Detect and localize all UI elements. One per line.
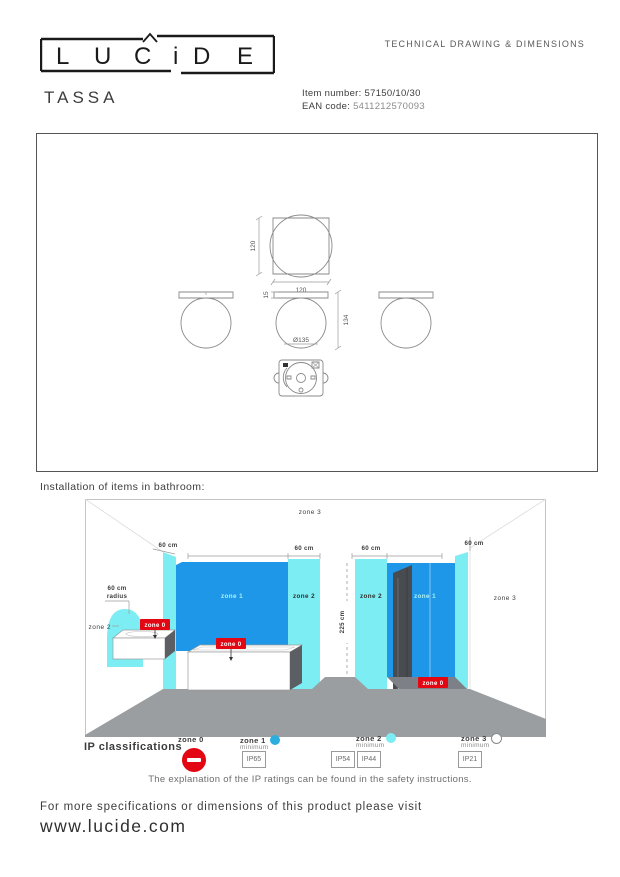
dim-60cm-topleft: 60 cm bbox=[158, 542, 178, 549]
product-codes bbox=[302, 87, 425, 113]
lucide-logo-svg bbox=[40, 31, 275, 77]
mounting-plate-drawing bbox=[274, 360, 328, 396]
dim-225cm: 225 cm bbox=[339, 610, 346, 634]
zone1-left-wall bbox=[176, 562, 288, 651]
bathtub bbox=[188, 645, 302, 690]
zone2-right-strip bbox=[455, 552, 468, 695]
ip-zone1-label-text: zone 1 bbox=[240, 735, 266, 745]
svg-text:zone 0: zone 0 bbox=[422, 681, 444, 687]
website-link[interactable]: www.lucide.com bbox=[40, 816, 187, 836]
dim-60cm-left: 60 cm bbox=[294, 545, 314, 552]
bathroom-zones-svg bbox=[85, 499, 546, 737]
technical-drawing-panel bbox=[36, 133, 598, 472]
item-number-line bbox=[302, 87, 425, 100]
radius-label-line2: radius bbox=[106, 593, 128, 600]
zone2-right-label: zone 2 bbox=[360, 593, 382, 600]
zone2-right-panel bbox=[355, 559, 387, 691]
logo-letter: L bbox=[56, 43, 70, 70]
zone3-top-label: zone 3 bbox=[298, 509, 322, 516]
side-view-drawings bbox=[179, 290, 433, 350]
logo-letter: E bbox=[237, 43, 254, 70]
right-room-walls bbox=[355, 552, 468, 695]
zone2-sink-label: zone 2 bbox=[88, 624, 111, 631]
ip-rating-box: IP65 bbox=[242, 751, 266, 768]
bathroom-section-title: Installation of items in bathroom: bbox=[40, 481, 205, 493]
ip-rating-box: IP44 bbox=[357, 751, 381, 768]
logo-letter: C bbox=[134, 43, 152, 70]
zone1-dot-icon bbox=[270, 735, 280, 745]
zone2-left-label: zone 2 bbox=[293, 593, 315, 600]
zone1-left-label: zone 1 bbox=[221, 593, 243, 600]
ean-code-line bbox=[302, 100, 425, 113]
product-name: TASSA bbox=[44, 88, 119, 107]
lucide-logo bbox=[40, 31, 275, 77]
ip-zone2-ratings bbox=[331, 751, 381, 768]
ip-ratings-note: The explanation of the IP ratings can be found in the safety instructions. bbox=[148, 774, 472, 785]
top-view-drawing bbox=[250, 215, 332, 294]
svg-text:zone 0: zone 0 bbox=[144, 623, 166, 629]
logo-letter: i bbox=[173, 43, 179, 70]
logo-letter: U bbox=[94, 43, 112, 70]
zone3-right-label: zone 3 bbox=[493, 595, 517, 602]
zone2-dot-icon bbox=[386, 733, 396, 743]
dim-top-width: 120 bbox=[295, 287, 307, 294]
ip-rating-box: IP54 bbox=[331, 751, 355, 768]
footer-text: For more specifications or dimensions of this product please visit bbox=[40, 801, 422, 813]
ip-zone2-minimum: minimum bbox=[356, 742, 385, 749]
ip-zone3-ratings bbox=[458, 751, 482, 768]
dim-body-height: 134 bbox=[343, 314, 350, 326]
svg-text:zone 0: zone 0 bbox=[220, 642, 242, 648]
shower-glass-panel bbox=[393, 565, 412, 691]
ip-classifications-row bbox=[0, 733, 620, 777]
dim-diameter: Ø135 bbox=[293, 337, 309, 344]
ip-zone3-minimum: minimum bbox=[461, 742, 490, 749]
logo-letters bbox=[56, 43, 253, 70]
item-number-value: 57150/10/30 bbox=[364, 88, 421, 99]
technical-drawing-svg bbox=[37, 134, 597, 471]
ip-zone2-label-text: zone 2 bbox=[356, 733, 382, 743]
dim-plate-height: 15 bbox=[263, 291, 270, 299]
zone1-right-label: zone 1 bbox=[414, 593, 436, 600]
dim-top-depth: 120 bbox=[250, 240, 257, 252]
ip-zone0-label: zone 0 bbox=[178, 735, 204, 744]
logo-letter: D bbox=[193, 43, 211, 70]
radius-label-line1: 60 cm bbox=[107, 585, 127, 592]
ip-zone3-label-text: zone 3 bbox=[461, 734, 487, 743]
document-tagline: TECHNICAL DRAWING & DIMENSIONS bbox=[384, 39, 585, 49]
dim-60cm-topright: 60 cm bbox=[464, 540, 484, 547]
no-entry-icon bbox=[182, 748, 206, 772]
ip-classifications-title: IP classifications bbox=[84, 741, 183, 753]
ean-code-value: 5411212570093 bbox=[353, 101, 425, 112]
ip-zone1-ratings bbox=[242, 751, 266, 768]
ip-zone1-minimum: minimum bbox=[240, 744, 269, 751]
zone0-badge-shower bbox=[418, 677, 448, 688]
bathroom-zones-diagram bbox=[85, 499, 546, 737]
ip-rating-box: IP21 bbox=[458, 751, 482, 768]
zone3-dot-icon bbox=[491, 733, 502, 744]
logo-accent-caron bbox=[143, 34, 157, 42]
dim-60cm-right: 60 cm bbox=[361, 545, 381, 552]
item-number-label: Item number: bbox=[302, 88, 362, 99]
ean-code-label: EAN code: bbox=[302, 101, 351, 112]
